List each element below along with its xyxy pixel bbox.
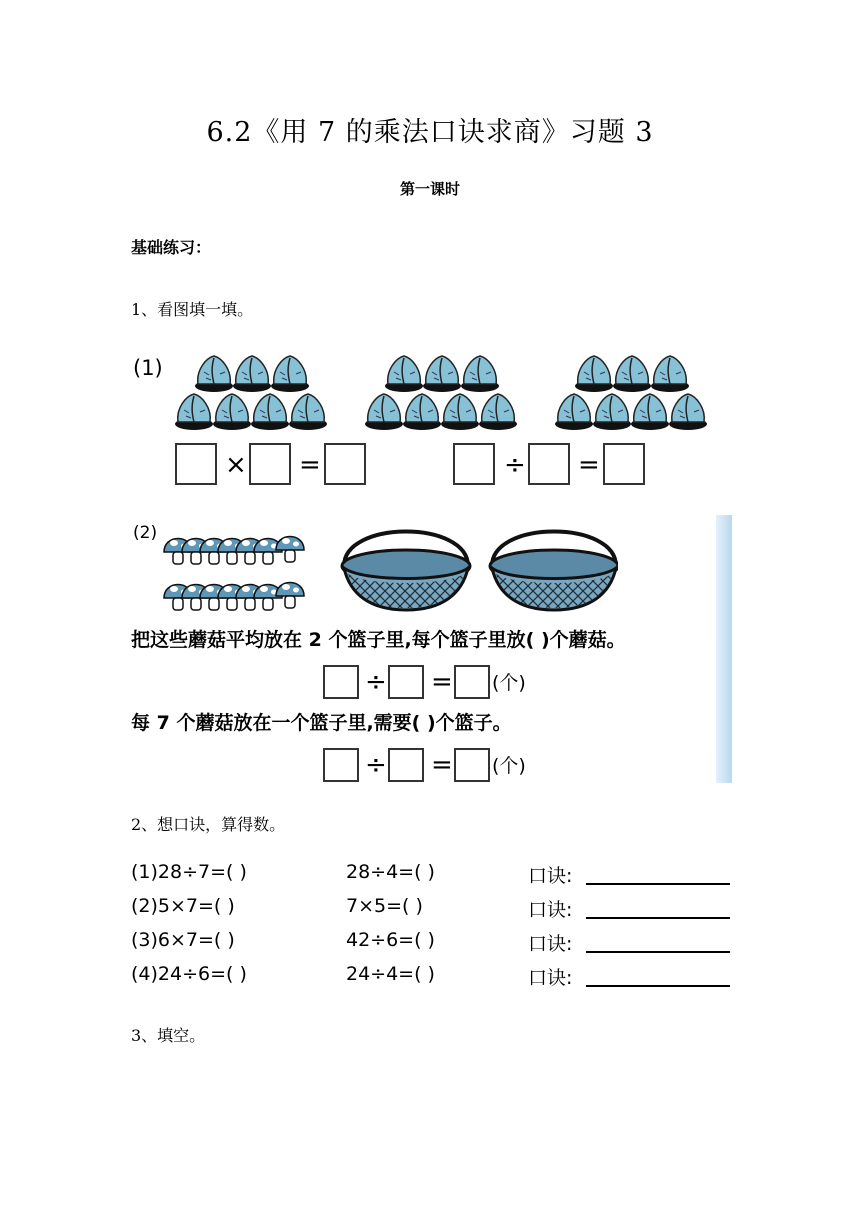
answer-box[interactable] — [603, 443, 645, 485]
exercise-middle: 24÷4=( ) — [346, 963, 435, 985]
page-title: 6.2《用 7 的乘法口诀求商》习题 3 — [206, 117, 654, 148]
unit-label: (个) — [492, 672, 526, 694]
answer-box[interactable] — [454, 665, 490, 699]
divide-sign: ÷ — [365, 750, 387, 780]
part-1-label: (1) — [133, 356, 163, 380]
part-2-sentence-1: 把这些蘑菇平均放在 2 个篮子里,每个篮子里放( )个蘑菇。 — [131, 629, 626, 651]
mushroom-row-2 — [164, 583, 304, 611]
answer-box[interactable] — [323, 665, 359, 699]
answer-box[interactable] — [324, 443, 366, 485]
scan-edge-strip — [716, 515, 732, 783]
peach-group-1 — [175, 356, 327, 430]
exercise-middle: 28÷4=( ) — [346, 861, 435, 883]
question-3-label: 3、填空。 — [131, 1026, 206, 1045]
basket-2 — [490, 532, 618, 611]
exercise-left: (1)28÷7=( ) — [131, 861, 247, 883]
part-2-label: (2) — [133, 523, 158, 543]
divide-sign: ÷ — [504, 450, 526, 480]
exercise-middle: 42÷6=( ) — [346, 929, 435, 951]
formula-label: 口诀: — [528, 899, 573, 921]
section-heading: 基础练习： — [131, 238, 212, 257]
answer-box[interactable] — [323, 748, 359, 782]
unit-label: (个) — [492, 755, 526, 777]
answer-box[interactable] — [528, 443, 570, 485]
exercise-middle: 7×5=( ) — [346, 895, 423, 917]
part-2-sentence-2: 每 7 个蘑菇放在一个篮子里,需要( )个篮子。 — [131, 712, 512, 734]
formula-label: 口诀: — [528, 933, 573, 955]
equals-sign: = — [431, 750, 453, 780]
equals-sign: = — [431, 667, 453, 697]
answer-box[interactable] — [249, 443, 291, 485]
peach-illustration — [170, 350, 730, 432]
mushroom-illustration — [160, 522, 320, 618]
question-1-label: 1、看图填一填。 — [131, 300, 254, 319]
exercise-left: (3)6×7=( ) — [131, 929, 235, 951]
formula-blank[interactable] — [586, 951, 730, 953]
peach-group-2 — [365, 356, 517, 430]
formula-blank[interactable] — [586, 917, 730, 919]
question-2-label: 2、想口诀，算得数。 — [131, 815, 286, 834]
equals-sign: = — [578, 450, 600, 480]
multiply-sign: × — [225, 450, 247, 480]
page-subtitle: 第一课时 — [399, 180, 460, 198]
mushroom-row-1 — [164, 537, 304, 565]
answer-box[interactable] — [388, 665, 424, 699]
formula-label: 口诀: — [528, 967, 573, 989]
answer-box[interactable] — [454, 748, 490, 782]
exercise-left: (4)24÷6=( ) — [131, 963, 247, 985]
answer-box[interactable] — [453, 443, 495, 485]
answer-box[interactable] — [388, 748, 424, 782]
basket-illustration — [338, 522, 618, 614]
equals-sign: = — [299, 450, 321, 480]
formula-blank[interactable] — [586, 985, 730, 987]
peach-group-3 — [555, 356, 707, 430]
answer-box[interactable] — [175, 443, 217, 485]
exercise-left: (2)5×7=( ) — [131, 895, 235, 917]
basket-1 — [342, 532, 470, 611]
formula-blank[interactable] — [586, 883, 730, 885]
formula-label: 口诀: — [528, 865, 573, 887]
divide-sign: ÷ — [365, 667, 387, 697]
